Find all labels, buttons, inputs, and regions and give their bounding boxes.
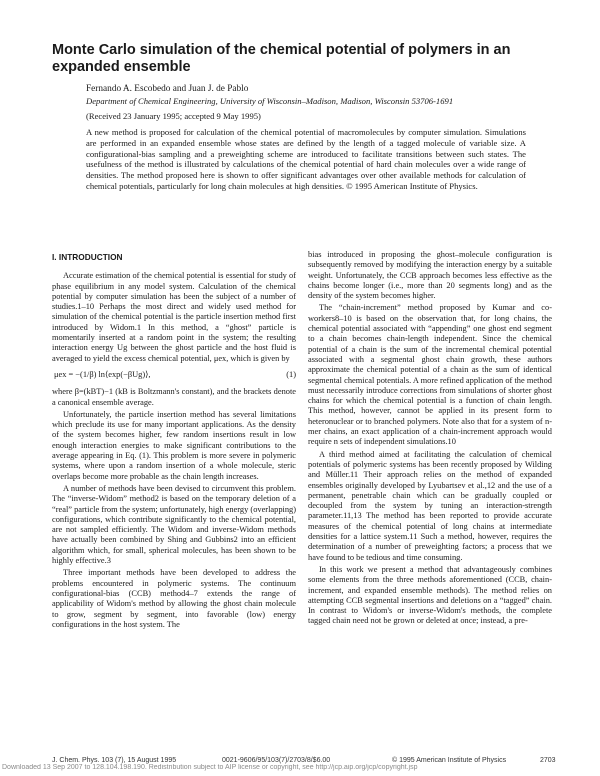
equation-body: μex = −(1/β) ln⟨exp(−βUg)⟩, — [54, 369, 151, 379]
intro-paragraph-8: A third method aimed at facilitating the calculation of chemical potentials of polymeric systems has been recently proposed by Wilding and Müller.11 Their approach relies on the method of expanded ensembles originally developed by Lyubartsev et al.,12 and the use of a permanent, penetrable chain which can be gradually coupled or decoupled from the system by tuning an interaction-strength parameter.11,13 The method has been reported to provide accurate measures of the chemical potential of long chains at intermediate densities for a lattice system.11 Such a method, however, requires the determination of a number of preweighting factors; a process that we have found to be tedious and time consuming. — [308, 449, 552, 562]
intro-paragraph-4: A number of methods have been devised to circumvent this problem. The “inverse-Widom” method2 is based on the temporary deletion of a “real” particle from the system; unfortunately, high energy (overlapping) configurations, which contribute significantly to the chemical potential, are not sampled efficiently. The Widom and inverse-Widom methods have actually been combined by Shing and Gubbins2 into an efficient algorithm which, for small, spherical molecules, has been shown to be highly effective.3 — [52, 483, 296, 566]
footer-journal: J. Chem. Phys. 103 (7), 15 August 1995 — [52, 757, 177, 764]
footer-copyright: © 1995 American Institute of Physics — [392, 757, 507, 764]
left-column — [52, 250, 296, 632]
footer-issn: 0021-9606/95/103(7)/2703/8/$6.00 — [222, 757, 331, 764]
right-column — [308, 250, 552, 629]
equation-number: (1) — [286, 369, 296, 379]
equation-1 — [52, 370, 296, 380]
author-list: Fernando A. Escobedo and Juan J. de Pablo — [86, 84, 249, 94]
footer-page-number: 2703 — [540, 757, 556, 764]
article-title: Monte Carlo simulation of the chemical potential of polymers in an expanded ensemble — [52, 42, 511, 75]
intro-paragraph-7: The “chain-increment” method proposed by Kumar and co-workers8–10 is based on the observation that, for long chains, the chemical potential associated with “appending” one ghost end segment to a chain becomes chain-length independent. Since the chemical potential of a chain is the sum of the incremental chemical potential associated with a segmental ghost chain growth, these authors approximate the chemical potential of a chain as the sum of identical segmental chemical potentials. A more refined application of the method must necessarily introduce corrections from simulations of shorter ghost chains for which the chemical potential is a function of chain length. This method, however, cannot be applied in its present form to heteronuclear or to branched polymers. Note also that for a system of n-mer chains, an exact application of a chain-increment approach would require n sets of independent simulations.10 — [308, 303, 552, 447]
intro-paragraph-2: where β=(kBT)−1 (kB is Boltzmann's constant), and the brackets denote a canonical ensemble average. — [52, 387, 296, 407]
author-affiliation: Department of Chemical Engineering, University of Wisconsin–Madison, Madison, Wisconsin 53706-1691 — [86, 96, 454, 106]
intro-paragraph-5: Three important methods have been developed to address the problems encountered in polymeric systems. The continuum configurational-bias (CCB) method4–7 extends the range of applicability of Widom's method by allowing the ghost chain molecule to grow, segment by segment, into favorable (low) energy configurations in the host system. The — [52, 568, 296, 629]
download-watermark: Downloaded 13 Sep 2007 to 128.104.198.190. Redistribution subject to AIP license or copyright, see http://jcp.aip.org/jcp/copyright.jsp — [2, 764, 418, 771]
intro-paragraph-3: Unfortunately, the particle insertion method has several limitations which preclude its use for many important applications. As the density of the system becomes higher, few random insertions result in low enough interaction energies to make significant contributions to the average appearing in Eq. (1). This problem is more severe in polymeric systems, where upon a random insertion of a whole molecule, steric overlaps become more probable as the chain length increases. — [52, 409, 296, 481]
section-heading: I. INTRODUCTION — [52, 252, 123, 262]
received-dates: (Received 23 January 1995; accepted 9 May 1995) — [86, 111, 261, 121]
intro-paragraph-6: bias introduced in proposing the ghost–molecule configuration is subsequently removed by modifying the interaction energy by a suitable weight. Unfortunately, the CCB approach becomes less effective as the chains become longer (i.e., more than 20 segments long) and as the density of the system becomes higher. — [308, 250, 552, 301]
abstract: A new method is proposed for calculation of the chemical potential of macromolecules by computer simulation. Simulations are performed in an expanded ensemble whose states are defined by the length of a tagged molecule of variable size. A configurational-bias sampling and a preweighting scheme are introduced to facilitate transitions between such states. The usefulness of the method is illustrated by calculations of the chemical potential of hard chain molecules over a wide range of densities. The method proposed here is shown to offer significant advantages over other available methods for calculation of chemical potentials, particularly for long chain molecules at high densities. © 1995 American Institute of Physics. — [86, 127, 526, 191]
intro-paragraph-9: In this work we present a method that advantageously combines some elements from the three methods aforementioned (CCB, chain-increment, and expanded ensemble methods). The method relies on attempting CCB segmental insertions and deletions on a “tagged” chain. In contrast to Widom's or inverse-Widom's methods, the complete tagged chain need not be grown or deleted at once; instead, a pre- — [308, 564, 552, 626]
intro-paragraph-1: Accurate estimation of the chemical potential is essential for study of phase equilibrium in any model system. Calculation of the chemical potential by computer simulation has been the subject of a number of studies.1–10 Perhaps the most direct and widely used method for simulation of the chemical potential is the particle insertion method first introduced by Widom.1 In this method, a “ghost” particle is momentarily inserted at a random point in the system; the resulting interaction energy Ug between the ghost particle and the host fluid is averaged to yield the excess chemical potential, μex, which is given by — [52, 271, 296, 363]
